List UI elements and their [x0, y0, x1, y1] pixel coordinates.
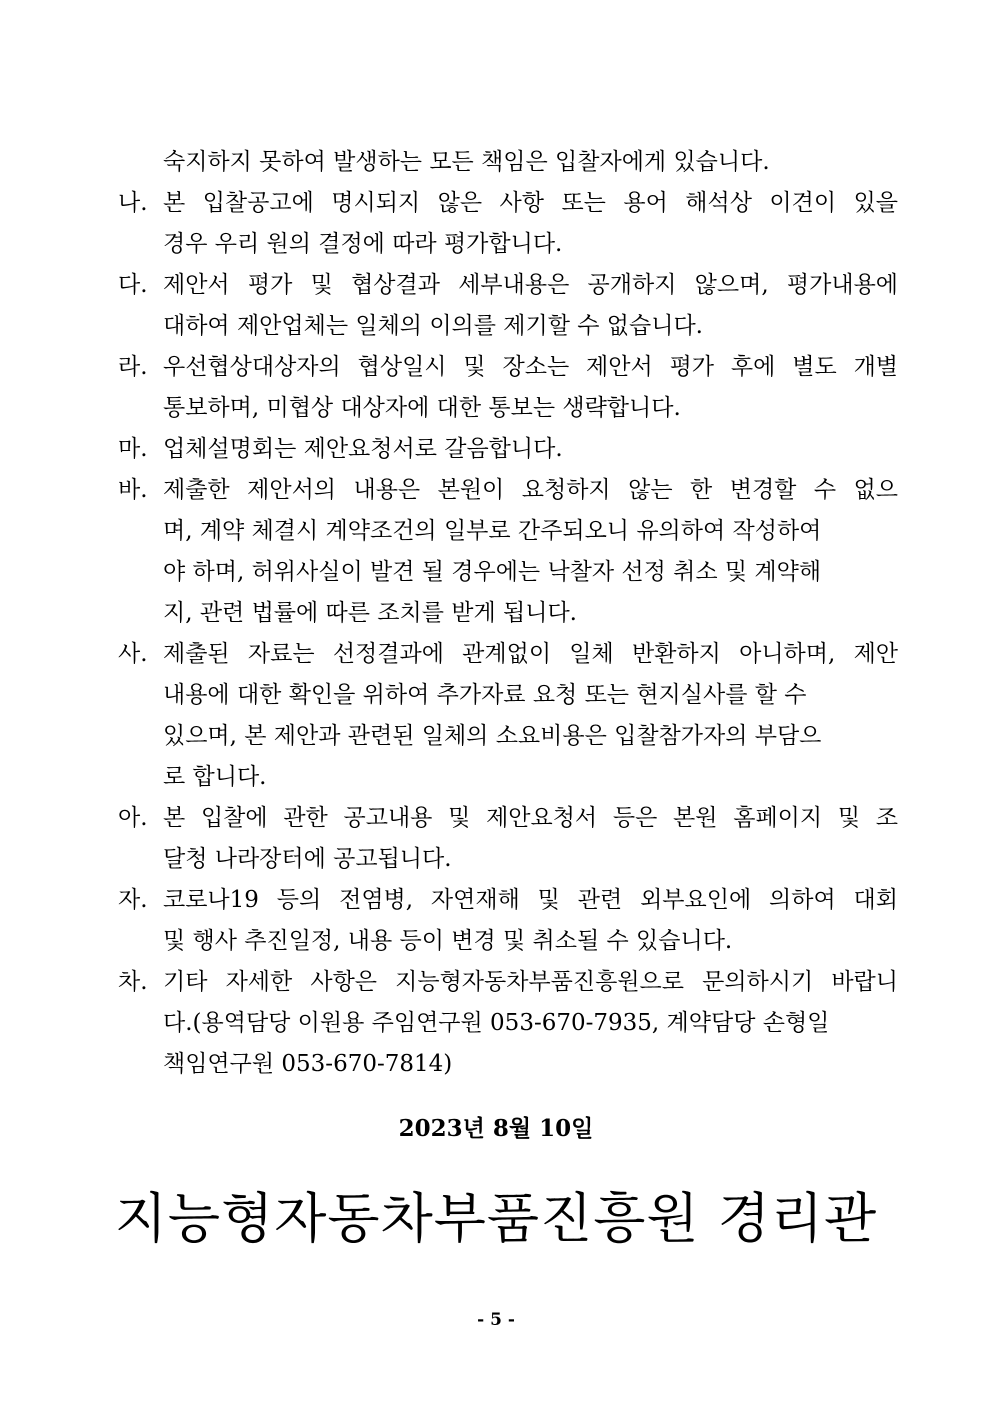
paragraph-continuation-line: 책임연구원 053-670-7814) — [163, 1051, 453, 1077]
list-item-marker: 차. — [118, 969, 148, 995]
list-item-line — [118, 183, 898, 224]
list-item-marker: 다. — [118, 272, 148, 298]
list-item-marker: 나. — [118, 190, 148, 216]
list-item-text: 코로나19 등의 전염병, 자연재해 및 관련 외부요인에 의하여 대회 — [163, 887, 898, 913]
notice-body — [118, 142, 898, 1085]
list-item-line — [118, 962, 898, 1003]
list-item-text: 기타 자세한 사항은 지능형자동차부품진흥원으로 문의하시기 바랍니 — [163, 969, 898, 995]
list-item-text: 제안서 평가 및 협상결과 세부내용은 공개하지 않으며, 평가내용에 — [163, 272, 898, 298]
list-item-marker: 마. — [118, 436, 148, 462]
list-item-line — [118, 634, 898, 675]
paragraph-continuation-line: 달청 나라장터에 공고됩니다. — [163, 846, 452, 872]
list-item-text: 제출한 제안서의 내용은 본원이 요청하지 않는 한 변경할 수 없으 — [163, 477, 898, 503]
paragraph-continuation-line: 통보하며, 미협상 대상자에 대한 통보는 생략합니다. — [163, 395, 681, 421]
list-item-marker: 자. — [118, 887, 148, 913]
document-date: 2023년 8월 10일 — [398, 1115, 594, 1142]
list-item-line — [118, 880, 898, 921]
list-item-line — [118, 429, 898, 470]
list-item-text: 업체설명회는 제안요청서로 갈음합니다. — [163, 436, 563, 462]
list-item-marker: 라. — [118, 354, 148, 380]
paragraph-continuation-line: 로 합니다. — [163, 764, 267, 790]
paragraph-continuation-line: 숙지하지 못하여 발생하는 모든 책임은 입찰자에게 있습니다. — [163, 149, 770, 175]
paragraph-continuation-line: 경우 우리 원의 결정에 따라 평가합니다. — [163, 231, 563, 257]
list-item-text: 우선협상대상자의 협상일시 및 장소는 제안서 평가 후에 별도 개별 — [163, 354, 898, 380]
list-item-marker: 사. — [118, 641, 148, 667]
list-item-line — [118, 265, 898, 306]
paragraph-continuation-line: 야 하며, 허위사실이 발견 될 경우에는 낙찰자 선정 취소 및 계약해 — [163, 559, 822, 585]
paragraph-continuation-line: 있으며, 본 제안과 관련된 일체의 소요비용은 입찰참가자의 부담으 — [163, 723, 822, 749]
list-item-text: 본 입찰공고에 명시되지 않은 사항 또는 용어 해석상 이견이 있을 — [163, 190, 898, 216]
paragraph-continuation-line: 대하여 제안업체는 일체의 이의를 제기할 수 없습니다. — [163, 313, 703, 339]
list-item-marker: 바. — [118, 477, 148, 503]
paragraph-continuation-line: 다.(용역담당 이원용 주임연구원 053-670-7935, 계약담당 손형일 — [163, 1010, 830, 1036]
list-item-line — [118, 347, 898, 388]
paragraph-continuation-line: 며, 계약 체결시 계약조건의 일부로 간주되오니 유의하여 작성하여 — [163, 518, 822, 544]
list-item-text: 본 입찰에 관한 공고내용 및 제안요청서 등은 본원 홈페이지 및 조 — [163, 805, 898, 831]
paragraph-continuation-line: 및 행사 추진일정, 내용 등이 변경 및 취소될 수 있습니다. — [163, 928, 733, 954]
list-item-marker: 아. — [118, 805, 148, 831]
issuer-signature: 지능형자동차부품진흥원 경리관 — [114, 1187, 878, 1250]
paragraph-continuation-line: 내용에 대한 확인을 위하여 추가자료 요청 또는 현지실사를 할 수 — [163, 682, 807, 708]
list-item-line — [118, 470, 898, 511]
list-item-text: 제출된 자료는 선정결과에 관계없이 일체 반환하지 아니하며, 제안 — [163, 641, 898, 667]
paragraph-continuation-line: 지, 관련 법률에 따른 조치를 받게 됩니다. — [163, 600, 577, 626]
list-item-line — [118, 798, 898, 839]
page-number: - 5 - — [477, 1310, 515, 1330]
